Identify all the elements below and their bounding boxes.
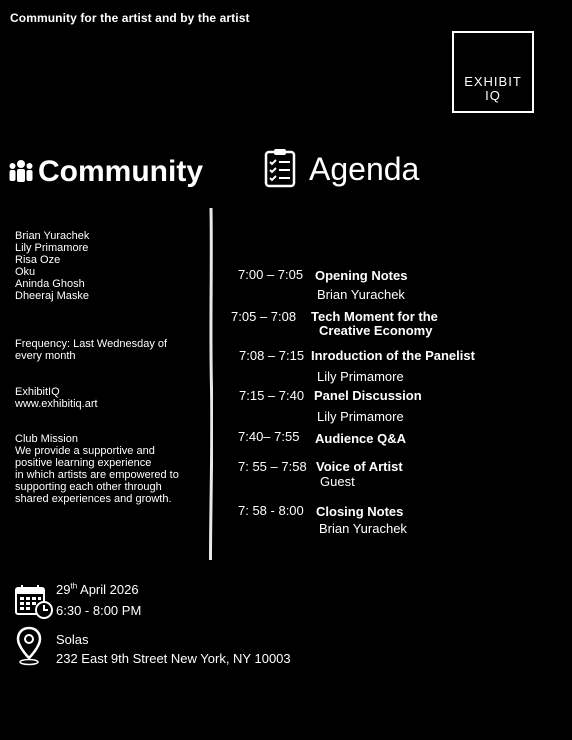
org-name: ExhibitIQ [15, 386, 60, 398]
org-info [15, 386, 98, 410]
agenda-time: 7:15 – 7:40 [239, 388, 305, 403]
mission-line: shared experiences and growth. [15, 493, 172, 505]
agenda-title: Audience Q&A [315, 431, 407, 446]
agenda-time: 7:40– 7:55 [238, 429, 300, 444]
tagline: Community for the artist and by the artist [10, 11, 250, 25]
member-name: Oku [15, 266, 36, 278]
frequency-line: every month [15, 350, 76, 362]
checklist-icon [264, 148, 298, 188]
member-name: Aninda Ghosh [15, 278, 85, 290]
agenda-time: 7: 55 – 7:58 [238, 459, 307, 474]
exhibitiq-logo [452, 31, 534, 113]
frequency-line: Frequency: Last Wednesday of [15, 338, 168, 350]
logo-line-1: EXHIBIT [464, 74, 522, 89]
member-name: Brian Yurachek [15, 230, 90, 242]
agenda-heading: Agenda [309, 151, 420, 187]
agenda-title: Tech Moment for the [311, 309, 438, 324]
member-list [15, 230, 89, 302]
agenda-title: Panel Discussion [314, 388, 422, 403]
agenda-time: 7:00 – 7:05 [238, 267, 304, 282]
frequency [15, 338, 167, 362]
agenda-title-line-2: Creative Economy [319, 323, 433, 338]
club-mission [15, 433, 179, 505]
member-name: Lily Primamore [15, 242, 89, 254]
agenda-time: 7:05 – 7:08 [231, 309, 297, 324]
agenda-presenter: Brian Yurachek [317, 287, 405, 302]
community-heading: Community [38, 155, 203, 188]
event-venue: Solas [56, 632, 89, 647]
member-name: Dheeraj Maske [15, 290, 89, 302]
agenda-title: Voice of Artist [316, 459, 403, 474]
mission-line: We provide a supportive and [15, 445, 155, 457]
member-name: Risa Oze [15, 254, 61, 266]
calendar-clock-icon [14, 584, 54, 620]
mission-line: positive learning experience [15, 457, 152, 469]
divider [209, 208, 213, 560]
agenda-presenter: Brian Yurachek [319, 521, 407, 536]
event-date [56, 582, 139, 597]
event-date-rest: April 2026 [77, 582, 139, 597]
agenda-presenter: Guest [320, 474, 355, 489]
agenda-presenter: Lily Primamore [317, 409, 404, 424]
agenda-time: 7:08 – 7:15 [239, 348, 305, 363]
event-date-suffix: th [70, 581, 78, 591]
agenda-presenter: Lily Primamore [317, 369, 404, 384]
location-pin-icon [16, 626, 42, 666]
mission-line: supporting each other through [15, 481, 162, 493]
agenda-title: Inroduction of the Panelist [311, 348, 475, 363]
mission-title: Club Mission [15, 433, 78, 445]
event-date-day: 29 [56, 582, 71, 597]
mission-line: in which artists are empowered to [15, 469, 179, 481]
agenda-title: Opening Notes [315, 268, 408, 283]
event-time: 6:30 - 8:00 PM [56, 603, 142, 618]
agenda-time: 7: 58 - 8:00 [238, 503, 304, 518]
org-url: www.exhibitiq.art [15, 398, 98, 410]
people-icon [8, 158, 34, 188]
logo-line-2: IQ [485, 88, 501, 103]
agenda-title: Closing Notes [316, 504, 404, 519]
event-address: 232 East 9th Street New York, NY 10003 [56, 651, 291, 666]
